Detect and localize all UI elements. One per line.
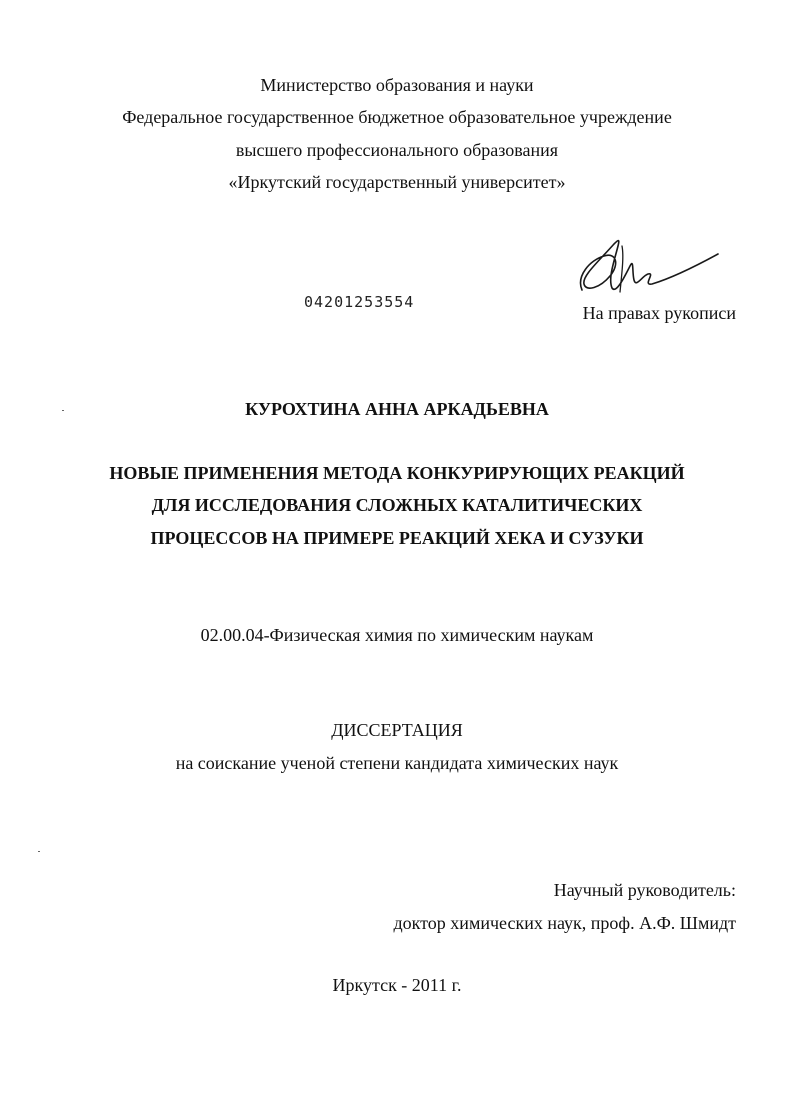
- institution-type-line: Федеральное государственное бюджетное образовательное учреждение: [122, 107, 672, 127]
- degree-line: на соискание ученой степени кандидата химических наук: [175, 753, 619, 773]
- dissertation-title-line-3: ПРОЦЕССОВ НА ПРИМЕРЕ РЕАКЦИЙ ХЕКА И СУЗУКИ: [150, 528, 644, 548]
- supervisor-label: Научный руководитель:: [553, 880, 736, 900]
- dissertation-title-line-2: ДЛЯ ИССЛЕДОВАНИЯ СЛОЖНЫХ КАТАЛИТИЧЕСКИХ: [151, 495, 643, 515]
- registration-code: 04201253554: [304, 293, 415, 311]
- author-name: КУРОХТИНА АННА АРКАДЬЕВНА: [245, 399, 549, 419]
- manuscript-note: На правах рукописи: [582, 303, 736, 323]
- specialty-line: 02.00.04-Физическая химия по химическим наукам: [200, 625, 594, 645]
- supervisor-name: доктор химических наук, проф. А.Ф. Шмидт: [393, 913, 736, 933]
- scan-speck: [38, 851, 40, 852]
- place-year: Иркутск - 2011 г.: [332, 975, 462, 995]
- university-line: «Иркутский государственный университет»: [228, 172, 566, 192]
- ministry-line: Министерство образования и науки: [260, 75, 534, 95]
- document-type: ДИССЕРТАЦИЯ: [331, 720, 463, 740]
- signature-image: [572, 232, 722, 304]
- education-level-line: высшего профессионального образования: [235, 140, 559, 160]
- dissertation-title-line-1: НОВЫЕ ПРИМЕНЕНИЯ МЕТОДА КОНКУРИРУЮЩИХ РЕАКЦИЙ: [109, 463, 685, 483]
